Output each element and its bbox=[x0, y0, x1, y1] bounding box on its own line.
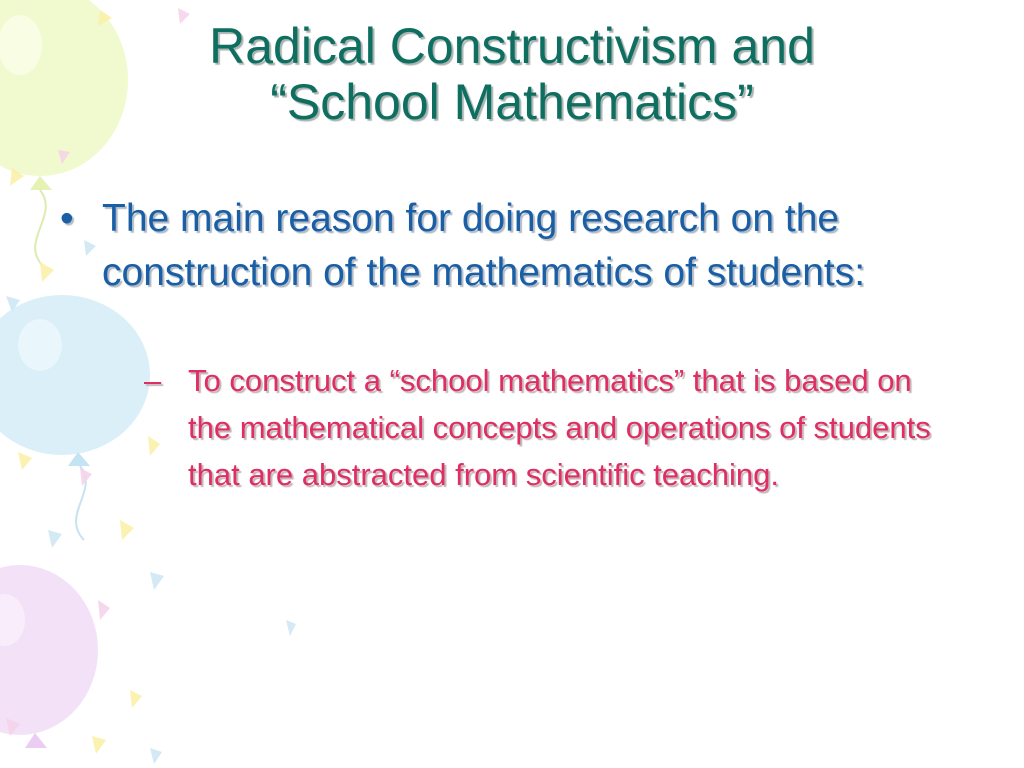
title-line-1: Radical Constructivism and bbox=[209, 18, 815, 74]
sub-bullet-list bbox=[102, 357, 980, 498]
title-line-2: “School Mathematics” bbox=[270, 74, 754, 130]
sub-bullet-item bbox=[144, 357, 948, 498]
bullet-marker: • bbox=[60, 197, 74, 240]
balloon-pink-icon bbox=[0, 565, 98, 748]
slide-title bbox=[60, 18, 964, 130]
sub-bullet-text: To construct a “school mathematics” that is based on the mathematical concepts and operations of students that are abstracted from scientific teaching. bbox=[188, 363, 931, 492]
bullet-item bbox=[60, 192, 980, 498]
bullet-list bbox=[60, 192, 980, 498]
bullet-text: The main reason for doing research on the construction of the mathematics of students: bbox=[102, 197, 866, 294]
sub-bullet-marker: – bbox=[144, 363, 162, 398]
